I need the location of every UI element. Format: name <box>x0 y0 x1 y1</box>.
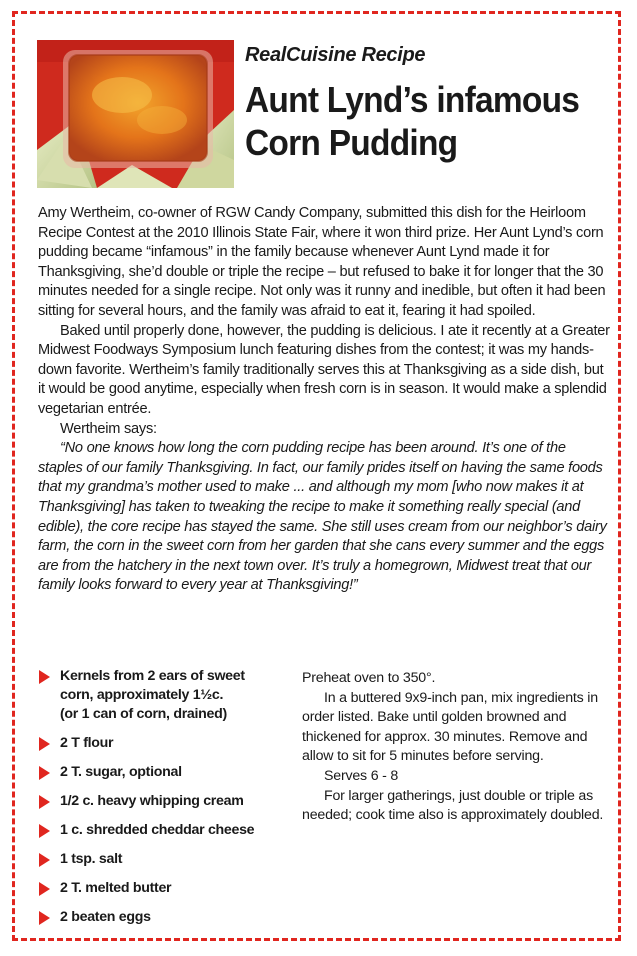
corn-pudding-photo <box>37 40 234 188</box>
intro-quote-text: “No one knows how long the corn pudding recipe has been around. It’s one of the staples of our family Thanksgiving. In fact, our family prides itself on having the same foods that my grandma’s mother used to make ... and although my mom [who now makes it at Thanksgiving] has taken to tweaking the recipe to make it something really special (and edible), the core recipe has stayed the same. She still uses cream from our neighbor’s dairy farm, the corn in the sweet corn from her garden that she cans every summer and the eggs are from the hatchery in the next town over. It’s truly a homegrown, Midwest treat that our family looks forward to every year at Thanksgiving!” <box>38 440 607 594</box>
ingredient-item <box>38 879 298 898</box>
intro-quote <box>38 439 613 596</box>
ingredient-item <box>38 667 298 724</box>
ingredient-text: (or 1 can of corn, drained) <box>60 706 227 722</box>
ingredient-text: 2 T. melted butter <box>60 880 172 896</box>
directions-serves: Serves 6 - 8 <box>324 767 399 784</box>
intro-paragraph-3: Wertheim says: <box>60 420 157 437</box>
ingredient-text: Kernels from 2 ears of sweet <box>60 668 245 684</box>
ingredient-list <box>38 667 298 937</box>
bullet-arrow-icon <box>39 911 50 925</box>
bullet-arrow-icon <box>39 824 50 838</box>
ingredient-item <box>38 908 298 927</box>
bullet-arrow-icon <box>39 882 50 896</box>
bullet-arrow-icon <box>39 737 50 751</box>
directions-preheat: Preheat oven to 350°. <box>302 670 436 686</box>
recipe-kicker: RealCuisine Recipe <box>245 44 426 66</box>
ingredient-item <box>38 850 298 869</box>
intro-paragraph-1: Amy Wertheim, co-owner of RGW Candy Company, submitted this dish for the Heirloom Recipe Contest at the 2010 Illinois State Fair, where it won third prize. Her Aunt Lynd’s corn pudding became “infamous” in the family because whenever Aunt Lynd made it for Thanksgiving, she’d double or triple the recipe – but refused to bake it for longer that the 30 minutes needed for a single recipe. Not only was it runny and inedible, but often it had been sitting for several hours, and the family was afraid to eat it, fearing it had spoiled. <box>38 205 606 319</box>
directions-method: In a buttered 9x9-inch pan, mix ingredients in order listed. Bake until golden browned and thickened for approx. 30 minutes. Remove and allow to sit for 5 minutes before serving. <box>302 689 598 765</box>
bullet-arrow-icon <box>39 670 50 684</box>
ingredient-item <box>38 821 298 840</box>
recipe-intro <box>38 204 613 596</box>
recipe-title <box>245 78 594 164</box>
recipe-title-line1: Aunt Lynd’s infamous <box>245 79 580 120</box>
ingredient-text: 1/2 c. heavy whipping cream <box>60 793 244 809</box>
ingredient-text: 2 beaten eggs <box>60 909 151 925</box>
ingredient-text: 2 T. sugar, optional <box>60 764 182 780</box>
bullet-arrow-icon <box>39 853 50 867</box>
recipe-title-line2: Corn Pudding <box>245 122 458 163</box>
bullet-arrow-icon <box>39 766 50 780</box>
corn-pudding-photo-icon <box>37 40 234 188</box>
ingredient-item <box>38 792 298 811</box>
ingredient-item <box>38 763 298 782</box>
ingredient-text: 2 T flour <box>60 735 114 751</box>
directions-note: For larger gatherings, just double or triple as needed; cook time also is approximately doubled. <box>302 787 604 824</box>
ingredient-text: corn, approximately 1½c. <box>60 687 224 703</box>
recipe-directions <box>302 669 605 826</box>
ingredient-item <box>38 734 298 753</box>
ingredient-text: 1 c. shredded cheddar cheese <box>60 822 255 838</box>
ingredient-text: 1 tsp. salt <box>60 851 123 867</box>
bullet-arrow-icon <box>39 795 50 809</box>
intro-paragraph-2: Baked until properly done, however, the pudding is delicious. I ate it recently at a Greater Midwest Foodways Symposium lunch featuring dishes from the contest; it was my hands-down favorite. Wertheim’s family traditionally serves this at Thanksgiving as a side dish, but it would be good anytime, especially when fresh corn is in season. It would make a splendid vegetarian entrée. <box>38 322 610 417</box>
